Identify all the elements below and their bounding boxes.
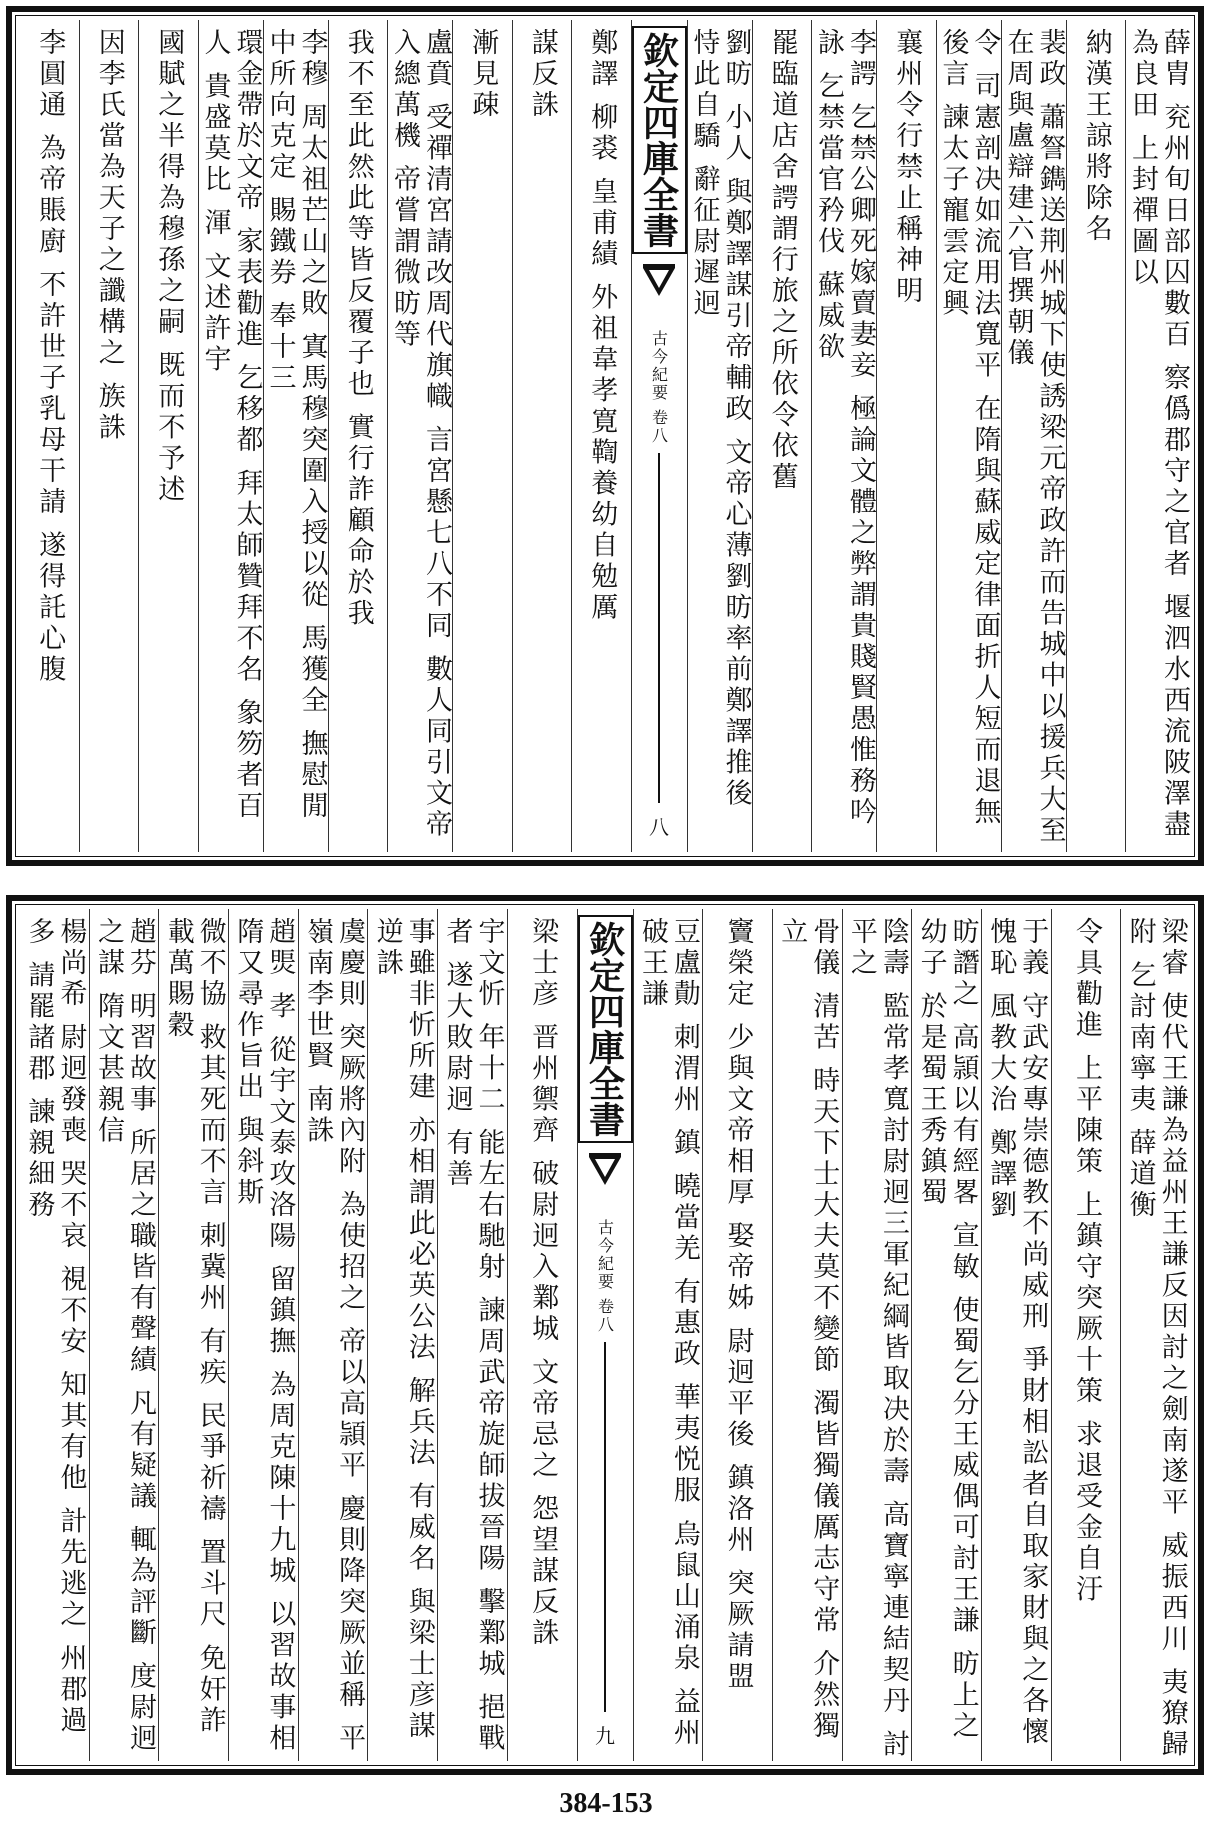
column-text: 國賦之半得為穆孫之嗣 既而不予述 xyxy=(153,28,185,506)
text-column xyxy=(263,20,328,852)
column-text: 李圓通 為帝賬廚 不許世子乳母干請 遂得託心腹 xyxy=(34,28,66,686)
text-column xyxy=(452,20,512,852)
column-text: 李諤 乞禁公卿死嫁賣妻妾 極論文體之弊謂貴賤賢愚惟務吟詠 乞禁當官矜伐 蘇威欲 xyxy=(813,28,876,829)
column-text: 襄州令行禁止稱神明 xyxy=(891,28,923,307)
text-column xyxy=(20,20,79,852)
text-column xyxy=(571,20,631,852)
fish-tail-mark-icon xyxy=(587,1149,623,1189)
column-text: 裴政 蕭詧鐫送荆州城下使誘梁元帝政許而告城中以援兵大至 在周與盧辯建六官撰朝儀 xyxy=(1002,28,1066,860)
text-column xyxy=(387,20,452,852)
text-column xyxy=(507,909,577,1761)
banner-title: 欽定四庫全書 xyxy=(632,26,687,254)
upper-page-frame xyxy=(6,6,1204,866)
text-column xyxy=(752,20,812,852)
column-text: 宇文忻 年十二 能左右馳射 諫周武帝旋師拔晉陽 擊鄴城 挹戰者 遂大敗尉迥 有善 xyxy=(441,917,505,1755)
text-column xyxy=(198,20,263,852)
text-column xyxy=(138,20,198,852)
banner-volume: 古今紀要 卷八 xyxy=(595,1219,615,1335)
fish-tail-mark-icon xyxy=(641,260,677,300)
text-column xyxy=(79,20,139,852)
text-column xyxy=(936,20,1001,852)
text-column xyxy=(1120,909,1190,1761)
column-text: 于義 守武安專崇德教不尚威刑 爭財相訟者自取家財與之各懷愧恥 風教大治 鄭譯劉 xyxy=(985,917,1049,1749)
column-text: 罷臨道店舍諤謂行旅之所依令依舊 xyxy=(766,28,798,493)
upper-columns xyxy=(20,20,1190,860)
column-text: 李穆 周太祖芒山之敗 寘馬穆突圍入授以從 馬獲全 撫慰閒中所向克定 賜鐵券 奉十三 xyxy=(264,28,328,823)
column-text: 漸見疎 xyxy=(467,28,499,121)
column-text: 薛胄 兖州旬日部囚數百 察僞郡守之官者 堰泗水西流陂澤盡為良田 上封禪圖以 xyxy=(1127,28,1190,841)
text-column xyxy=(981,909,1051,1761)
text-column xyxy=(876,20,936,852)
text-column xyxy=(842,909,912,1761)
text-column xyxy=(772,909,842,1761)
banner-title: 欽定四庫全書 xyxy=(578,915,633,1143)
column-text: 竇榮定 少與文帝相厚 娶帝姊 尉迥平後 鎮洛州 突厥請盟 xyxy=(722,917,754,1693)
text-column xyxy=(702,909,772,1761)
banner-volume: 古今紀要 卷八 xyxy=(649,330,669,446)
column-text: 梁士彦 晋州禦齊 破尉迥入鄴城 文帝忌之 怨望謀反誅 xyxy=(527,917,559,1650)
text-column xyxy=(158,909,228,1761)
text-column xyxy=(1051,909,1121,1761)
text-column xyxy=(437,909,507,1761)
column-text: 謀反誅 xyxy=(526,28,558,121)
text-column xyxy=(911,909,981,1761)
text-column xyxy=(1001,20,1066,860)
column-text: 環金帶於文帝 家表勸進 乞移都 拜太師贊拜不名 象笏者百人 貴盛莫比 渾 文述許宇 xyxy=(199,28,263,823)
lower-columns xyxy=(20,909,1190,1768)
text-column xyxy=(367,909,437,1761)
column-text: 趙煚 孝 從宇文泰攻洛陽 留鎮撫 為周克陳十九城 以習故事相 隋又尋作旨出 與斜斯 xyxy=(232,917,296,1768)
column-text: 梁睿 使代王謙為益州王謙反因討之劍南遂平 威振西川 夷獠歸附 乞討南寧夷 薛道衡 xyxy=(1124,917,1188,1761)
banner-rule xyxy=(658,453,660,803)
column-text: 令具勸進 上平陳策 上鎮守突厥十策 求退受金自汙 xyxy=(1070,917,1102,1606)
column-text: 微不協 救其死而不言 刺冀州 有疾 民爭祈禱 置斗尺 免奸詐 載萬賜穀 xyxy=(162,917,226,1750)
column-text: 趙芬 明習故事 所居之職皆有聲績 凡有疑議 輒為評斷 度尉迥之謀 隋文甚親信 xyxy=(93,917,157,1755)
text-column xyxy=(298,909,368,1761)
text-column xyxy=(89,909,159,1761)
column-text: 鄭譯 柳裘 皇甫績 外祖韋孝寛鞫養幼自勉厲 xyxy=(586,28,618,624)
lower-page-frame xyxy=(6,895,1204,1775)
column-text: 豆盧勣 刺渭州 鎮 曉當羌 有惠政 華夷悦服 烏鼠山涌泉 益州破王謙 xyxy=(636,917,700,1750)
column-text: 虞慶則 突厥將內附 為使招之 帝以高頴平 慶則降突厥並稱 平嶺南李世賢 南誅 xyxy=(302,917,366,1755)
column-text: 楊尚希 尉迥發喪 哭不哀 視不安 知其有他 計先逃之 州郡過多 請罷諸郡 諫親細務 xyxy=(23,917,87,1737)
text-column xyxy=(633,909,703,1761)
text-column xyxy=(1066,20,1126,852)
column-text: 納漢王諒將除名 xyxy=(1080,28,1112,245)
text-column xyxy=(687,20,752,852)
center-banner xyxy=(631,20,687,852)
text-column xyxy=(228,909,298,1768)
column-text: 盧賁 受禪清宮請改周代旗幟 言宮懸七八不同 數人同引文帝入總萬機 帝嘗謂微昉等 xyxy=(389,28,452,841)
banner-rule xyxy=(604,1342,606,1712)
column-text: 昉譖之 高頴以有經畧 宣敏 使蜀乞分王威偶可討王謙 昉上之 幼子 於是蜀王秀鎮蜀 xyxy=(915,917,979,1755)
text-column xyxy=(1125,20,1190,852)
column-text: 事雖非忻所建 亦相謂此必英公法 解兵法 有威名 與梁士彦謀逆誅 xyxy=(371,917,435,1743)
text-column xyxy=(20,909,89,1761)
column-text: 我不至此然此等皆反覆子也 實行詐顧命於我 xyxy=(342,28,374,630)
column-text: 因李氏當為天子之讖構之 族誅 xyxy=(93,28,125,444)
center-banner xyxy=(577,909,633,1761)
column-text: 陰壽 監常孝寬討尉迥三軍紀綱皆取决於壽 高寶寧連結契丹 討平之 xyxy=(845,917,909,1761)
folio-number: 八 xyxy=(649,815,669,839)
text-column xyxy=(811,20,876,852)
text-column xyxy=(328,20,388,852)
text-column xyxy=(512,20,572,852)
folio-number: 九 xyxy=(595,1724,615,1748)
page-label: 384-153 xyxy=(559,1788,653,1819)
column-text: 令 司憲剖决如流用法寬平 在隋與蘇威定律面折人短而退無後言 諫太子寵雲定興 xyxy=(937,28,1001,829)
column-text: 骨儀 清苦 時天下士大夫莫不變節 濁皆獨儀厲志守常 介然獨立 xyxy=(776,917,840,1743)
column-text: 劉昉 小人 與鄭譯謀引帝輔政 文帝心薄劉昉率前鄭譯推後 恃此自驕 辭征尉遲迥 xyxy=(688,28,752,823)
